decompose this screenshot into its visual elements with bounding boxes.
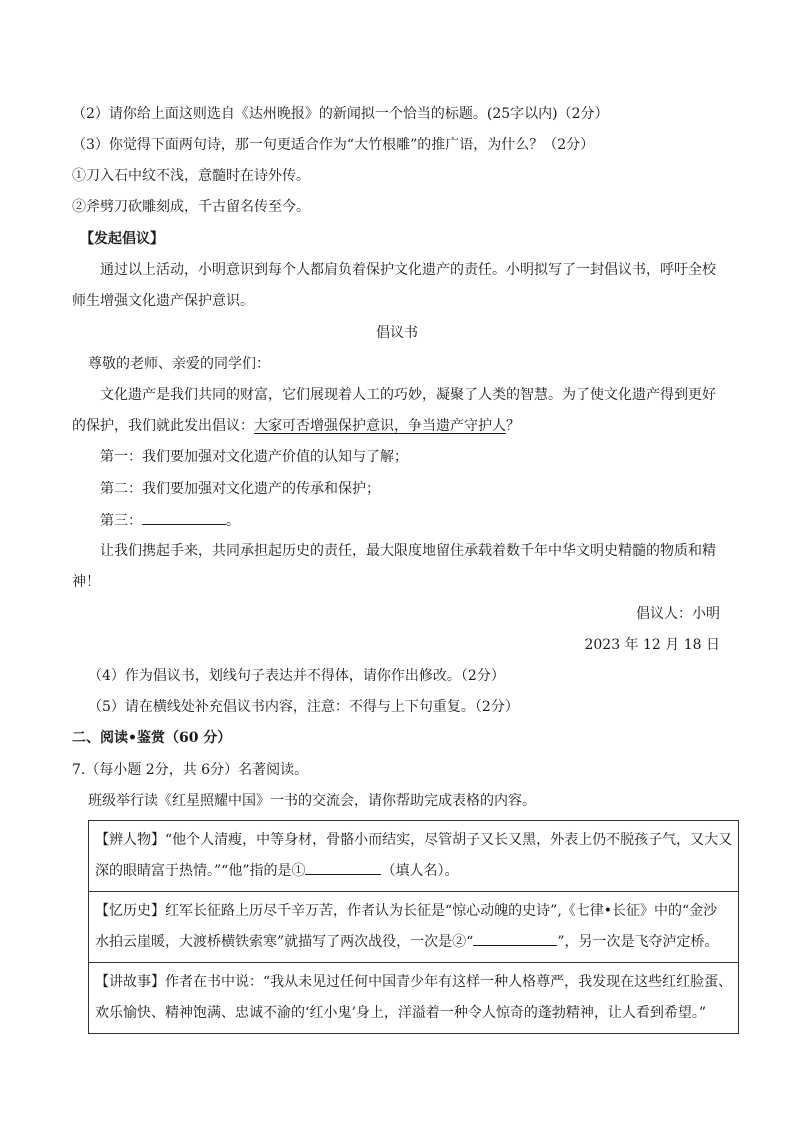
table-cell-identify-person	[89, 821, 739, 892]
letter-body-line-1: 文化遗产是我们共同的财富，它们展现着人工的巧妙，凝聚了人类的智慧。为了使文化遗产得到更好	[100, 387, 716, 403]
cell-text: （填人名）。	[381, 863, 459, 879]
table-row	[89, 892, 739, 963]
proposal-item-2: 第二：我们要加强对文化遗产的传承和保护；	[100, 481, 380, 497]
cell-line	[95, 927, 732, 958]
letter-body-line-2	[72, 416, 520, 436]
poem-line-1: ①刀入石中纹不浅，意髓时在诗外传。	[72, 168, 310, 184]
proposal-item-1: 第一：我们要加强对文化遗产价值的认知与了解；	[100, 449, 408, 465]
proposal-item-3	[100, 510, 240, 531]
cell-text: 深的眼睛富于热情。”“他”指的是①	[95, 863, 306, 879]
fill-blank-2[interactable]	[473, 931, 557, 946]
fill-blank-1[interactable]	[305, 860, 381, 875]
part-two-heading: 二、阅读•鉴赏（60 分）	[72, 730, 232, 746]
intro-paragraph-line-2: 师生增强文化遗产保护意识。	[72, 293, 254, 309]
letter-body-text: 的保护，我们就此发出倡议：	[72, 418, 254, 434]
section-heading: 【发起倡议】	[80, 231, 164, 247]
question-mark: ？	[506, 418, 520, 434]
intro-paragraph-line-1: 通过以上活动，小明意识到每个人都肩负着保护文化遗产的责任。小明拟写了一封倡议书，呼吁全校	[100, 262, 716, 278]
cell-text: 水拍云崖暖，大渡桥横铁索寒”就描写了两次战役，一次是②“	[95, 934, 474, 950]
question-5: （5）请在横线处补充倡议书内容，注意：不得与上下句重复。（2分）	[88, 699, 519, 715]
item-3-label: 第三：	[100, 513, 142, 529]
question-7-intro: 班级举行读《红星照耀中国》一书的交流会，请你帮助完成表格的内容。	[88, 793, 536, 809]
question-2: （2）请你给上面这则选自《达州晚报》的新闻拟一个恰当的标题。(25字以内)（2分）	[72, 106, 609, 122]
cell-line: 【辨人物】“他个人清瘦，中等身材，骨骼小而结实，尽管胡子又长又黑，外表上仍不脱孩子气，又大又	[95, 832, 733, 848]
fill-blank-line[interactable]	[142, 510, 226, 525]
signer: 倡议人：小明	[636, 606, 720, 622]
table-row	[89, 821, 739, 892]
cell-line: 【忆历史】红军长征路上历尽千辛万苦，作者认为长征是“惊心动魄的史诗”,《七律•长征》中的“金沙	[95, 903, 718, 919]
letter-date: 2023 年 12 月 18 日	[584, 637, 720, 653]
letter-salutation: 尊敬的老师、亲爱的同学们：	[88, 356, 270, 372]
closing-line-2: 神！	[72, 574, 100, 590]
letter-title: 倡议书	[376, 325, 418, 341]
cell-line: 欢乐愉快、精神饱满、忠诚不渝的‘红小鬼’身上，洋溢着一种令人惊奇的蓬勃精神，让人看到希望。”	[95, 1005, 707, 1021]
question-3: （3）你觉得下面两句诗，那一句更适合作为“大竹根雕”的推广语，为什么？（2分）	[72, 137, 595, 153]
table-cell-recall-history	[89, 892, 739, 963]
cell-line: 【讲故事】作者在书中说：“我从未见过任何中国青少年有这样一种人格尊严，我发现在这些红红脸蛋、	[95, 974, 733, 990]
closing-line-1: 让我们携起手来，共同承担起历史的责任，最大限度地留住承载着数千年中华文明史精髓的物质和精	[100, 543, 716, 559]
poem-line-2: ②斧劈刀砍雕刻成，千古留名传至今。	[72, 199, 310, 215]
cell-text: ”，另一次是飞夺泸定桥。	[557, 934, 719, 950]
question-4: （4）作为倡议书，划线句子表达并不得体，请你作出修改。（2分）	[88, 668, 505, 684]
cell-line	[95, 856, 732, 887]
reading-table	[88, 820, 739, 1034]
underlined-sentence: 大家可否增强保护意识，争当遗产守护人	[254, 418, 506, 434]
table-row	[89, 963, 739, 1034]
item-3-end: 。	[226, 513, 240, 529]
table-cell-tell-story	[89, 963, 739, 1034]
question-7: 7.（每小题 2分，共 6分）名著阅读。	[72, 762, 309, 778]
